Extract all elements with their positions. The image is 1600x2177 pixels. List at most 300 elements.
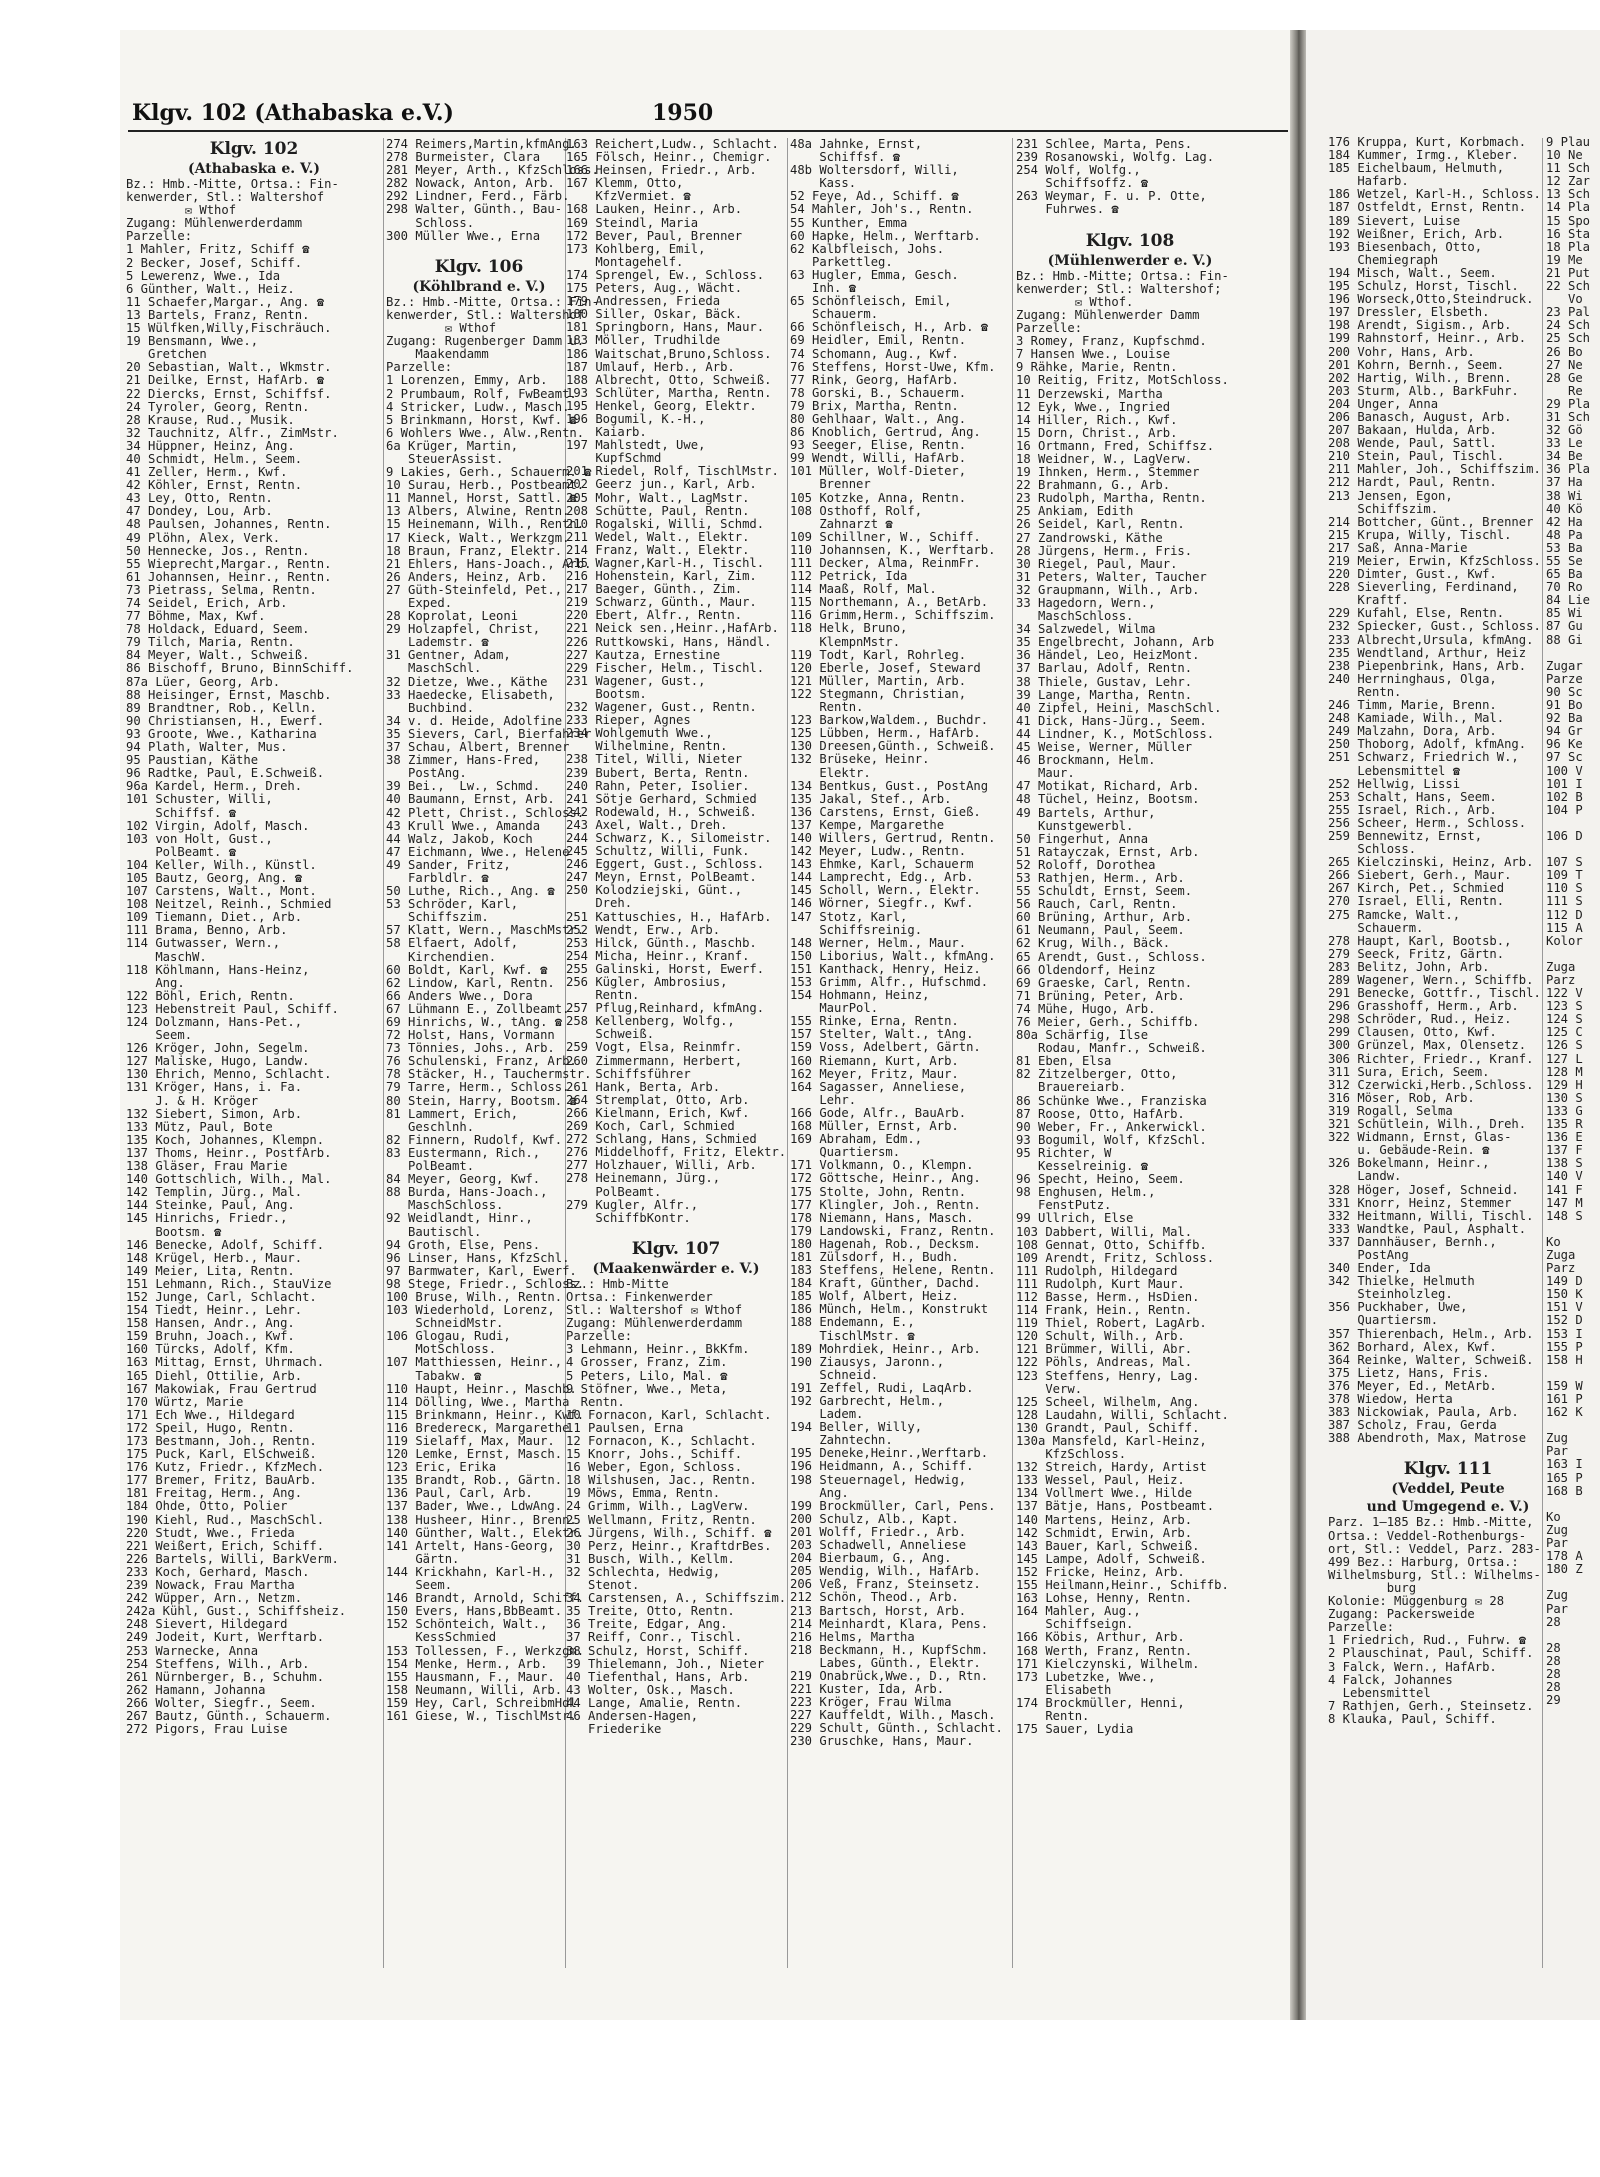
listing-line: 120 Lemke, Ernst, Masch. [386,1447,563,1462]
listing-line: 183 Steffens, Helene, Rentn. [790,1263,996,1278]
listing-line: 251 Kattuschies, H., HafArb. [566,909,772,924]
listing-line: 262 Hamann, Johanna [126,1682,266,1697]
listing-line: MaurPol. [790,1001,879,1016]
listing-line: 168 B [1546,1483,1583,1498]
listing-line: 90 Sc [1546,684,1583,699]
listing-line: 28 [1546,1680,1561,1695]
listing-line: 52 Feye, Ad., Schiff. ☎ [790,189,959,204]
listing-line: 247 Meyn, Ernst, PolBeamt. [566,870,757,885]
listing-line: 164 Mahler, Aug., [1016,1604,1141,1619]
listing-line: 128 M [1546,1064,1583,1079]
listing-line: 73 Tönnies, Johs., Arb. [386,1041,555,1056]
listing-line: ✉ Wthof [386,321,497,336]
listing-line: 10 Reitig, Fritz, MotSchloss. [1016,373,1229,388]
listing-line: 220 Ebert, Alfr., Rentn. [566,608,743,623]
listing-line: 90 Weber, Fr., Ankerwickl. [1016,1119,1207,1134]
listing-line: 155 Rinke, Erna, Rentn. [790,1014,959,1029]
listing-line: 21 Put [1546,265,1591,280]
listing-line: Kolor [1546,933,1583,948]
listing-line: 239 Bubert, Berta, Rentn. [566,765,750,780]
listing-line: 158 Neumann, Willi, Arb. [386,1682,563,1697]
listing-line: 160 Riemann, Kurt, Arb. [790,1053,959,1068]
listing-line: 267 Kirch, Pet., Schmied [1328,881,1505,896]
listing-line: 38 Wi [1546,488,1583,503]
listing-line: 53 Rathjen, Herm., Arb. [1016,870,1185,885]
listing-line: 171 Volkmann, O., Klempn. [790,1158,974,1173]
listing-line: 250 Thoborg, Adolf, kfmAng. [1328,737,1527,752]
listing-line: 114 Gutwasser, Wern., [126,936,281,951]
section-subheading: und Umgegend e. V.) [1366,1499,1530,1516]
listing-line: 279 Kugler, Alfr., [566,1197,699,1212]
listing-line: 176 Kutz, Friedr., KfzMech. [126,1460,325,1475]
listing-line: 87 Roose, Otto, HafArb. [1016,1106,1185,1121]
listing-line: 184 Kummer, Irmg., Kleber. [1328,148,1519,163]
listing-line: 221 Weißert, Erich, Schiff. [126,1538,325,1553]
listing-line: 80a Schärfig, Ilse [1016,1028,1149,1043]
listing-line: 165 Fölsch, Heinr., Chemigr. [566,150,772,165]
section-heading: Klgv. 108 [1085,230,1175,251]
listing-line: 15 Dorn, Christ., Arb. [1016,425,1178,440]
listing-line: 103 Dabbert, Willi, Mal. [1016,1224,1193,1239]
listing-line: 32 Graupmann, Wilh., Arb. [1016,582,1200,597]
listing-line: 33 Hagedorn, Wern., [1016,596,1156,610]
listing-line: 261 Nürnberger, B., Schuhm. [126,1669,325,1684]
listing-line: PolBeamt. ☎ [126,844,237,859]
listing-line: 122 Böhl, Erich, Rentn. [126,988,295,1003]
listing-line: 243 Axel, Walt., Dreh. [566,817,728,832]
listing-line: 142 Schmidt, Erwin, Arb. [1016,1525,1193,1540]
listing-line: 26 Seidel, Karl, Rentn. [1016,517,1185,532]
listing-line: 28 [1546,1653,1561,1668]
listing-line: 48 Pa [1546,527,1583,542]
listing-line: 115 Brinkmann, Heinr., Kwf. [386,1407,585,1422]
listing-line: Zugang: Rugenberger Damm u. [386,334,585,349]
listing-line: Schiffszim. [386,910,489,925]
listing-line: 112 D [1546,907,1583,922]
listing-line: 86 Knoblich, Gertrud, Ang. [790,425,981,440]
listing-line: Wilhelmine, Rentn. [566,739,728,754]
listing-line: 4 Falck, Johannes [1328,1672,1453,1687]
listing-line: Bautischl. [386,1224,482,1239]
listing-line: 170 Würtz, Marie [126,1394,244,1409]
listing-line: Tabakw. ☎ [386,1368,482,1383]
listing-line: 38 Thiele, Gustav, Lehr. [1016,674,1193,689]
listing-line [386,243,572,256]
listing-line: 235 Wendtland, Arthur, Heiz [1328,645,1527,660]
listing-line: 281 Meyer, Arth., KfzSchloss. [386,163,599,178]
listing-line: KlempnMstr. [790,634,901,649]
listing-line: 37 Barlau, Adolf, Rentn. [1016,661,1193,676]
listing-line: 30 Riegel, Paul, Maur. [1016,556,1178,571]
listing-line: Rentn. [1328,684,1402,699]
listing-line: Schneid. [790,1367,879,1382]
listing-line: Schiffsoffz. ☎ [1016,176,1149,191]
listing-line: 172 Speil, Hugo, Rentn. [126,1420,295,1435]
listing-line: 39 Lange, Martha, Rentn. [1016,687,1193,702]
listing-line: Lademstr. ☎ [386,635,489,650]
listing-line: 72 Holst, Hans, Vormann [386,1028,555,1043]
listing-line: 60 Hapke, Helm., Werftarb. [790,228,981,243]
listing-line: 2 Plauschinat, Paul, Schiff. [1328,1646,1534,1661]
listing-line: 12 Zar [1546,174,1591,189]
column-divider [1012,138,1013,1968]
listing-line: 144 Krickhahn, Karl-H., [386,1564,555,1579]
listing-line: 180 Siller, Oskar, Bäck. [566,307,743,322]
listing-line: 55 Wieprecht,Margar., Rentn. [126,556,332,571]
listing-line: 137 Bätje, Hans, Postbeamt. [1016,1499,1215,1514]
listing-line: 231 Wagener, Gust., [566,673,706,688]
listing-line: 132 Streich, Hardy, Artist [1016,1460,1207,1475]
listing-line: 259 Vogt, Elsa, Reinmfr. [566,1040,743,1055]
listing-line: 249 Malzahn, Dora, Arb. [1328,724,1497,739]
listing-line: 135 Brandt, Rob., Gärtn. [386,1473,563,1488]
listing-line: Bz.: Hmb.-Mitte, Ortsa.: Fin- [386,294,599,309]
listing-line: 43 Wolter, Osk., Masch. [566,1682,735,1697]
listing-line: 12 Eyk, Wwe., Ingried [1016,399,1171,414]
listing-line: 150 K [1546,1287,1583,1302]
listing-line: 264 Stremplat, Otto, Arb. [566,1092,750,1107]
listing-line: 19 Me [1546,252,1583,267]
listing-line: MotSchloss. [386,1342,497,1357]
listing-line: 23 Rudolph, Martha, Rentn. [1016,491,1207,506]
listing-line: Schiffsf. ☎ [126,805,237,820]
listing-line: TischlMstr. ☎ [790,1328,915,1343]
listing-line: 205 Mohr, Walt., LagMstr. [566,490,750,505]
listing-line: 226 Ruttkowski, Hans, Händl. [566,634,772,649]
listing-line: 196 Bogumil, K.-H., [566,411,706,426]
listing-line: 107 S [1546,855,1583,870]
listing-line: 134 Bentkus, Gust., PostAng [790,778,989,793]
listing-line: 152 D [1546,1313,1583,1328]
listing-line: 161 P [1546,1392,1583,1406]
listing-line: Vo [1546,292,1583,307]
listing-line: 7 Hansen Wwe., Louise [1016,347,1171,362]
section-subheading: (Athabaska e. V.) [188,161,320,177]
listing-line: 256 Scheer, Herm., Schloss. [1328,815,1527,830]
column-divider [383,138,384,1968]
listing-line: 36 Händel, Leo, HeizMont. [1016,648,1200,663]
listing-line: 32 Gö [1546,423,1583,438]
listing-line: 29 [1546,1693,1561,1708]
listing-line: 135 R [1546,1117,1583,1132]
listing-line: 74 Mühe, Hugo, Arb. [1016,1001,1156,1016]
listing-line: 123 Barkow,Waldem., Buchdr. [790,713,989,728]
listing-line: 206 Banasch, August, Arb. [1328,409,1512,424]
listing-line: 44 Lindner, K., MotSchloss. [1016,726,1215,741]
listing-line: 364 Reinke, Walter, Schweiß. [1328,1352,1534,1367]
listing-line: 34 v. d. Heide, Adolfine [386,713,563,728]
listing-line: 272 Schlang, Hans, Schmied [566,1132,757,1147]
listing-line: Steinholzleg. [1328,1287,1453,1302]
listing-line: 178 A [1546,1549,1583,1564]
listing-line: Lebensmittel [1328,1685,1431,1700]
listing-line: 110 S [1546,881,1583,896]
listing-line: 24 Tyroler, Georg, Rentn. [126,399,310,414]
listing-line: 163 Reichert,Ludw., Schlacht. [566,137,779,151]
listing-line: Rentn. [566,988,640,1003]
listing-line: 32 Tauchnitz, Alfr., ZimMstr. [126,425,339,440]
listing-line: Gärtn. [386,1551,460,1566]
listing-line: 227 Kautza, Ernestine [566,647,721,662]
listing-line: PolBeamt. [566,1184,662,1199]
listing-line: Rentn. [790,700,864,715]
listing-line: 387 Scholz, Frau, Gerda [1328,1418,1497,1433]
listing-line: 153 Grimm, Alfr., Hufschmd. [790,975,989,989]
listing-line: 37 Schau, Albert, Brenner [386,740,570,755]
listing-line: 140 Martens, Heinz, Arb. [1016,1512,1193,1527]
listing-line: 210 Stein, Paul, Tischl. [1328,449,1505,464]
listing-line: 42 Ha [1546,514,1583,529]
listing-line: 185 Wolf, Albert, Heiz. [790,1289,959,1304]
listing-line: 126 S [1546,1038,1583,1053]
listing-line: 25 Sch [1546,331,1591,346]
listing-column-1 [126,138,382,1968]
listing-line: 107 Carstens, Walt., Mont. [126,884,317,899]
listing-line: 51 Ratayczak, Ernst, Arb. [1016,844,1200,859]
listing-column-3 [566,138,786,1968]
listing-line: 230 Gruschke, Hans, Maur. [790,1734,974,1749]
listing-line [1328,1445,1568,1458]
listing-line: 105 Bautz, Georg, Ang. ☎ [126,870,303,885]
listing-line: 296 Grasshoff, Herm., Arb. [1328,999,1519,1014]
listing-line: 54 Mahler, Joh's., Rentn. [790,202,974,217]
listing-line: 60 Brüning, Arthur, Arb. [1016,910,1193,925]
listing-line: Quartiersm. [790,1145,901,1160]
listing-line: 61 Johannsen, Heinr., Rentn. [126,569,332,584]
listing-line: 142 Meyer, Ludw., Rentn. [790,844,967,859]
listing-line: 260 Zimmermann, Herbert, [566,1053,743,1068]
listing-line: 58 Elfaert, Adolf, [386,936,519,951]
listing-line: 94 Groth, Else, Pens. [386,1237,541,1252]
listing-line: 192 Weißner, Erich, Arb. [1328,226,1505,241]
listing-line: 148 Werner, Helm., Maur. [790,935,967,950]
listing-line: 2 Becker, Josef, Schiff. [126,255,303,270]
listing-line: 50 Hennecke, Jos., Rentn. [126,543,310,558]
listing-line: Buchbind. [386,700,475,715]
listing-line: 82 Finnern, Rudolf, Kwf. [386,1132,563,1147]
column-divider [787,138,788,1968]
listing-line: 188 Albrecht, Otto, Schweiß. [566,372,772,387]
listing-line: 120 Schult, Wilh., Arb. [1016,1329,1185,1344]
listing-line: 160 Türcks, Adolf, Kfm. [126,1342,295,1357]
listing-line: Zuga [1546,959,1576,974]
listing-line: 25 Wellmann, Fritz, Rentn. [566,1512,757,1527]
listing-line: Parzelle: [1016,321,1083,336]
listing-line: 321 Schütlein, Wilh., Dreh. [1328,1117,1527,1132]
listing-line: 198 Arendt, Sigism., Arb. [1328,318,1512,333]
listing-line: 60 Boldt, Karl, Kwf. ☎ [386,962,548,977]
listing-line: MaschW. [126,949,207,964]
listing-line: 22 Diercks, Ernst, Schiffsf. [126,386,332,401]
listing-line: Schloss. [386,215,475,230]
listing-line: SchneidMstr. [386,1316,504,1331]
listing-line: 196 Worseck,Otto,Steindruck. [1328,292,1534,307]
listing-line: 40 Baumann, Ernst, Arb. [386,792,555,807]
listing-line: 140 Willers, Gertrud, Rentn. [790,830,996,845]
listing-line: 34 Be [1546,449,1583,464]
listing-line: 98 Enghusen, Helm., [1016,1185,1156,1200]
listing-line: 127 Maliske, Hugo, Landw. [126,1054,310,1069]
listing-line: 172 Bever, Paul, Brenner [566,228,743,243]
listing-line: 255 Israel, Rich., Arb. [1328,802,1497,817]
listing-line: 159 Voss, Adelbert, Gärtn. [790,1040,981,1055]
listing-line: 175 Puck, Karl, ElSchweiß. [126,1447,317,1462]
listing-line: 110 Johannsen, K., Werftarb. [790,542,996,557]
listing-line: 93 Seeger, Elise, Rentn. [790,438,967,453]
listing-line: 85 Wi [1546,606,1583,621]
listing-line: 215 Krupa, Willy, Tischl. [1328,527,1512,542]
listing-line: 10 Fornacon, Karl, Schlacht. [566,1407,772,1422]
listing-line: 96 Ke [1546,737,1583,752]
listing-line: Ko [1546,1234,1561,1249]
listing-line: 194 Beller, Willy, [790,1420,923,1435]
listing-line: 65 Schönfleisch, Emil, [790,294,952,309]
listing-line: 74 Schomann, Aug., Kwf. [790,346,959,361]
listing-line: 48a Jahnke, Ernst, [790,137,923,151]
listing-line: 53 Schröder, Karl, [386,897,519,912]
listing-line: 34 Carstensen, A., Schiffszim. [566,1591,787,1606]
listing-line [1546,948,1600,961]
listing-line: 239 Nowack, Frau Martha [126,1578,295,1593]
listing-line: 28 Krause, Rud., Musik. [126,412,295,427]
listing-line: 104 P [1546,802,1583,817]
listing-line: 133 Mütz, Paul, Bote [126,1119,273,1134]
listing-line: 135 Koch, Johannes, Klempn. [126,1132,325,1147]
listing-line: 39 Thielemann, Joh., Nieter [566,1656,765,1671]
listing-line: Seem. [126,1028,193,1043]
listing-line: 87 Gu [1546,619,1583,634]
listing-line: 112 Basse, Herm., HsDien. [1016,1289,1200,1304]
listing-line: 95 Paustian, Käthe [126,753,259,768]
listing-line: 1 Friedrich, Rud., Fuhrw. ☎ [1328,1633,1527,1648]
listing-line: 129 H [1546,1077,1583,1092]
listing-line: Landw. [1328,1169,1402,1184]
listing-line: Wilhelmsburg, Stl.: Wilhelms- [1328,1567,1541,1582]
listing-line: 168 Werth, Franz, Rentn. [1016,1643,1193,1658]
listing-line: 202 Hartig, Wilh., Brenn. [1328,370,1512,385]
listing-line: 300 Grünzel, Max, Olensetz. [1328,1038,1527,1053]
listing-line: 179 Andressen, Frieda [566,294,721,309]
listing-line: 67 Lühmann E., Zollbeamt. [386,1001,570,1016]
listing-line: 50 Luthe, Rich., Ang. ☎ [386,884,555,899]
listing-line: 175 Peters, Aug., Wächt. [566,281,743,296]
listing-line: 204 Unger, Anna [1328,396,1439,411]
listing-line: 187 Ostfeldt, Ernst, Rentn. [1328,200,1527,215]
listing-line: 376 Meyer, Ed., MetArb. [1328,1378,1497,1393]
listing-line: 103 Wiederhold, Lorenz, [386,1303,555,1318]
listing-line: 250 Kolodziejski, Günt., [566,883,743,898]
listing-line: 263 Weymar, F. u. P. Otte, [1016,189,1207,204]
listing-line: 95 Richter, W [1016,1145,1112,1160]
listing-line: 35 Treite, Otto, Rentn. [566,1604,735,1619]
listing-line: 76 Steffens, Horst-Uwe, Kfm. [790,359,996,374]
listing-line: 213 Jensen, Egon, [1328,488,1453,503]
listing-line: Schiffszim. [1328,501,1439,516]
listing-line: 31 Sch [1546,409,1591,424]
listing-line: 147 M [1546,1195,1583,1210]
listing-line: 167 Klemm, Otto, [566,176,684,191]
listing-line: 49 Sander, Fritz, [386,857,511,872]
listing-line: 123 Eric, Erika [386,1460,497,1475]
listing-line: 151 V [1546,1300,1583,1315]
listing-line: 196 Heidmann, A., Schiff. [790,1459,974,1474]
listing-line: 211 Wedel, Walt., Elektr. [566,529,750,544]
listing-line: Elektr. [790,765,871,780]
listing-line: 200 Vohr, Hans, Arb. [1328,344,1475,359]
listing-line: 166 Gode, Alfr., BauArb. [790,1105,967,1120]
listing-line: 24 Grimm, Wilh., LagVerw. [566,1499,750,1514]
listing-line: 11 Mannel, Horst, Sattl. ☎ [386,491,577,506]
listing-line: 3 Romey, Franz, Kupfschmd. [1016,334,1207,349]
listing-line: 66 Anders Wwe., Dora [386,988,533,1003]
scan-bottom-margin [0,2020,1600,2177]
listing-line: 36 Pla [1546,462,1591,477]
listing-line: 109 Tiemann, Diet., Arb. [126,910,303,925]
listing-line: 94 Gr [1546,724,1583,739]
listing-line: 127 L [1546,1051,1583,1066]
listing-line: 199 Rahnstorf, Heinr., Arb. [1328,331,1527,346]
listing-line: 62 Lindow, Karl, Rentn. [386,975,555,990]
listing-line: 69 Heidler, Emil, Rentn. [790,333,967,348]
listing-line: u. Gebäude-Rein. ☎ [1328,1143,1490,1158]
listing-line: 119 Sielaff, Max, Maur. [386,1434,555,1448]
listing-line: 18 Pla [1546,239,1591,254]
listing-line: 13 Sch [1546,187,1591,202]
listing-line: 210 Rogalski, Willi, Schmd. [566,516,765,531]
listing-line: Geschlnh. [386,1119,475,1134]
listing-line: 171 Ech Wwe., Hildegard [126,1407,295,1422]
listing-line: 220 Dimter, Gust., Kwf. [1328,567,1497,582]
listing-line: 228 Sieverling, Ferdinand, [1328,580,1519,595]
listing-line: 41 Dick, Hans-Jürg., Seem. [1016,713,1207,728]
listing-line: 111 Decker, Alma, ReinmFr. [790,556,981,570]
listing-line: 213 Bartsch, Horst, Arb. [790,1603,967,1618]
listing-line: 91 Bo [1546,698,1583,713]
listing-line: 10 Ne [1546,148,1583,163]
listing-line: 140 Gottschlich, Wilh., Mal. [126,1172,332,1187]
listing-line: 241 Sötje Gerhard, Schmied [566,791,757,806]
listing-line: 32 Schlechta, Hedwig, [566,1564,721,1579]
listing-line: 27 Ne [1546,357,1583,372]
listing-line: MaschSchloss. [1016,609,1134,624]
listing-line: 34 Salzwedel, Wilma [1016,622,1156,637]
listing-line: 130 S [1546,1090,1583,1105]
listing-line: 208 Wende, Paul, Sattl. [1328,436,1497,451]
listing-line: 96a Kardel, Herm., Dreh. [126,779,303,794]
listing-line: 238 Piepenbrink, Hans, Arb. [1328,658,1527,673]
listing-line: 141 Artelt, Hans-Georg, [386,1538,555,1553]
listing-line: 76 Schulenski, Franz, Arb. [386,1054,577,1069]
listing-line: 158 H [1546,1352,1583,1367]
listing-line: PolBeamt. [386,1159,475,1174]
listing-line: 226 Bartels, Willi, BarkVerm. [126,1551,339,1566]
listing-line: 4 Stricker, Ludw., Masch. [386,399,570,414]
listing-line: Elisabeth [1016,1682,1112,1697]
listing-line: Maur. [1016,766,1075,781]
listing-line: 78 Stäcker, H., Tauchermstr. [386,1067,592,1082]
listing-line: 131 Kröger, Hans, i. Fa. [126,1080,303,1095]
listing-line: 43 Ley, Otto, Rentn. [126,491,273,506]
listing-line: 35 Engelbrecht, Johann, Arb [1016,635,1215,650]
listing-line: Zug [1546,1431,1569,1446]
listing-line: 9 Rähke, Marie, Rentn. [1016,360,1178,375]
listing-column-6 [1328,136,1568,1966]
listing-line: 362 Borhard, Alex, Kwf. [1328,1339,1497,1354]
listing-line: 43 Krull Wwe., Amanda [386,818,541,833]
listing-line: PostAng. [386,766,467,781]
listing-line: 219 Meier, Erwin, KfzSchloss. [1328,554,1541,568]
listing-line: 96 Radtke, Paul, E.Schweiß. [126,766,325,781]
